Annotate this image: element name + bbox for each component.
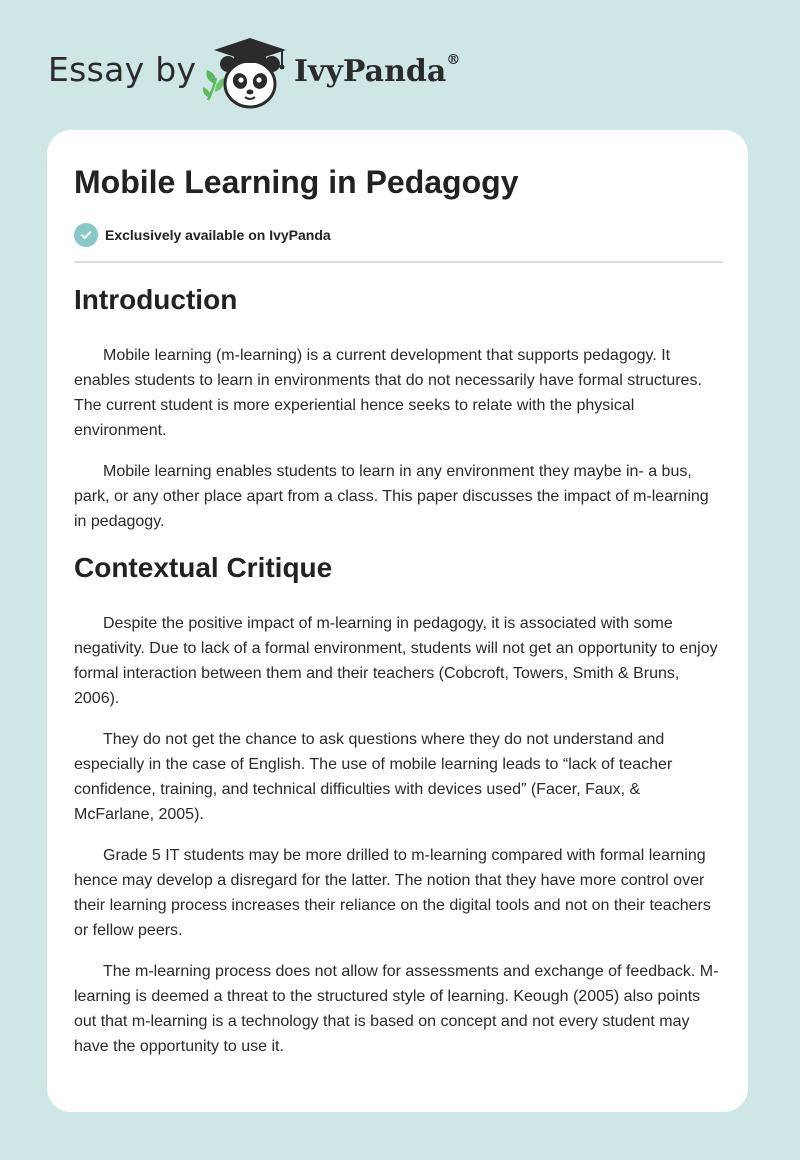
paragraph: Grade 5 IT students may be more drilled to m-learning compared with formal learning hence may develop a disregard for the latter. The notion that they have more control over their learning process increases their reliance on the digital tools and not on their teachers or fellow peers. — [74, 847, 711, 939]
brand-label: IvyPanda — [294, 54, 447, 89]
brand-name[interactable] — [294, 54, 460, 89]
essay-by-label: Essay by — [48, 50, 197, 89]
check-circle-icon — [74, 223, 98, 247]
paragraph: Despite the positive impact of m-learning in pedagogy, it is associated with some negativity. Due to lack of a formal environment, students will not get an opportunity to enjoy formal interaction between them and their teachers (Cobcroft, Towers, Smith & Bruns, 2006). — [74, 615, 718, 707]
paragraph: Mobile learning enables students to learn in any environment they maybe in- a bus, park, or any other place apart from a class. This paper discusses the impact of m-learning in pedagogy. — [74, 463, 709, 530]
article-title: Mobile Learning in Pedagogy — [74, 164, 519, 200]
paragraph: They do not get the chance to ask questions where they do not understand and especially in the case of English. The use of mobile learning leads to “lack of teacher confidence, training, and technical difficulties with devices used” (Facer, Faux, & McFarlane, 2005). — [74, 731, 673, 823]
availability-badge — [74, 222, 331, 248]
paragraph: Mobile learning (m-learning) is a current development that supports pedagogy. It enables students to learn in environments that do not necessarily have formal structures. The current student is more experiential hence seeks to relate with the physical environment. — [74, 347, 702, 439]
title-divider — [74, 261, 723, 263]
section-heading-introduction: Introduction — [74, 284, 238, 315]
paragraph: The m-learning process does not allow for assessments and exchange of feedback. M-learning is deemed a threat to the structured style of learning. Keough (2005) also points out that m-learning is a technology that is based on concept and not every student may have the opportunity to use it. — [74, 963, 719, 1055]
registered-mark: ® — [446, 52, 461, 68]
article-card — [47, 130, 748, 1112]
availability-text: Exclusively available on IvyPanda — [105, 227, 331, 243]
panda-graduate-icon[interactable] — [202, 34, 292, 112]
section-heading-contextual-critique: Contextual Critique — [74, 552, 333, 583]
site-header — [48, 30, 748, 110]
